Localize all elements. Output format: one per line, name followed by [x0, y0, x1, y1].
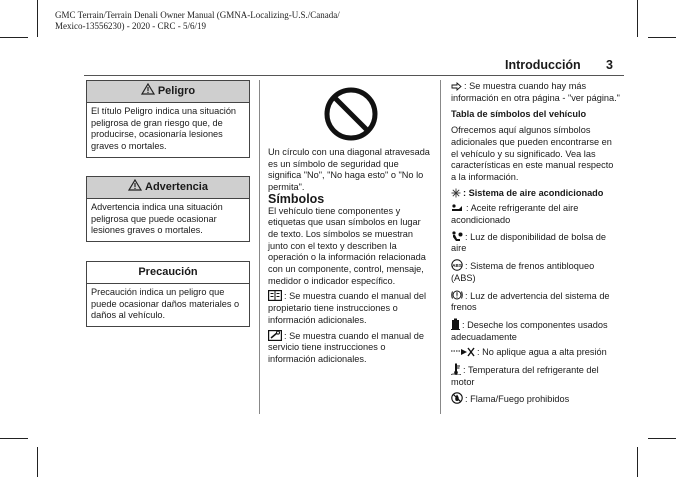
- column-divider: [259, 80, 260, 414]
- danger-body: El título Peligro indica una situación peligrosa de gran riesgo que, de producirse, ocasionaría lesiones graves o mortales.: [91, 106, 237, 152]
- danger-title: Peligro: [157, 85, 196, 97]
- no-flame-icon: [451, 392, 463, 404]
- symbol-text: : Flama/Fuego prohibidos: [465, 394, 570, 405]
- airbag-readiness-icon: [451, 231, 463, 242]
- symbol-entry: [451, 231, 621, 255]
- abs-icon: [451, 259, 463, 271]
- dispose-battery-icon: [451, 318, 460, 330]
- warning-triangle-icon: [141, 83, 155, 95]
- symbol-entry: [451, 318, 621, 343]
- manual-symbol-text: : Se muestra cuando el manual del propietario tiene instrucciones o información adicionales.: [268, 291, 426, 325]
- page-ref-text: : Se muestra cuando hay más información en otra página - "ver página.": [451, 81, 620, 103]
- caution-box-header: [87, 262, 249, 284]
- document-info-line: GMC Terrain/Terrain Denali Owner Manual (GMNA-Localizing-U.S./Canada/: [55, 10, 340, 20]
- warning-box: [86, 176, 250, 242]
- danger-box: [86, 80, 250, 158]
- document-info-line: Mexico-13556230) - 2020 - CRC - 5/6/19: [55, 21, 206, 31]
- symbol-table-intro: Ofrecemos aquí algunos símbolos adicionales que pueden encontrarse en el vehículo y su significado. Vea las características en este manual respecto a la información.: [451, 125, 614, 182]
- symbol-entry: [451, 203, 621, 226]
- crop-mark: [0, 438, 28, 439]
- symbols-heading: Símbolos: [268, 191, 325, 206]
- crop-mark: [37, 447, 38, 477]
- symbol-entry: [451, 363, 621, 388]
- warning-triangle-icon: [128, 179, 142, 191]
- page-ref-entry: [451, 81, 621, 104]
- service-symbol-text: : Se muestra cuando el manual de servicio tiene instrucciones o información adicionales.: [268, 330, 424, 364]
- symbol-entry: [451, 188, 621, 200]
- danger-box-header: [87, 81, 249, 103]
- crop-mark: [0, 37, 28, 38]
- symbol-text: : Aceite refrigerante del aire acondicionado: [451, 203, 579, 226]
- ac-snowflake-icon: [451, 188, 461, 198]
- symbols-intro: El vehículo tiene componentes y etiquetas que usan símbolos en lugar de texto. Los símbolos se muestran junto con el texto y describen la operación o la información relacionada con un componente, control, mensaje, medidor o indicador específico.: [268, 205, 426, 286]
- document-info: [55, 10, 340, 32]
- no-symbol-icon: [323, 86, 379, 142]
- svg-text:ABS: ABS: [452, 263, 462, 269]
- symbol-text: : Luz de disponibilidad de bolsa de aire: [451, 231, 606, 254]
- crop-mark: [648, 438, 676, 439]
- page-number: 3: [606, 58, 613, 72]
- warning-body: Advertencia indica una situación peligrosa que puede ocasionar lesiones graves o mortales.: [91, 202, 223, 236]
- symbol-table-heading: Tabla de símbolos del vehículo: [451, 109, 587, 120]
- warning-title: Advertencia: [145, 181, 208, 193]
- crop-mark: [637, 447, 638, 477]
- coolant-temperature-icon: [451, 363, 461, 375]
- owner-manual-icon: [268, 290, 282, 301]
- symbol-text: : No aplique agua a alta presión: [477, 347, 607, 358]
- section-title: Introducción: [505, 58, 581, 72]
- column-divider: [440, 80, 441, 414]
- symbol-text: : Temperatura del refrigerante del motor: [451, 365, 599, 387]
- service-symbol-entry: [268, 330, 433, 366]
- manual-symbol-entry: [268, 290, 433, 326]
- symbol-entry: [451, 392, 621, 406]
- caution-box: [86, 261, 250, 327]
- symbol-entry: [451, 289, 621, 314]
- warning-box-header: [87, 177, 249, 199]
- ac-refrigerant-oil-icon: [451, 203, 464, 213]
- crop-mark: [648, 37, 676, 38]
- caution-title: Precaución: [138, 266, 198, 278]
- header-rule: [84, 75, 624, 76]
- crop-mark: [637, 0, 638, 37]
- symbol-entry: [451, 347, 621, 359]
- no-water-pressure-icon: [451, 347, 475, 357]
- crop-mark: [37, 0, 38, 37]
- symbol-text: : Sistema de frenos antibloqueo (ABS): [451, 261, 595, 283]
- caution-body: Precaución indica un peligro que puede ocasionar daños materiales o daños al vehículo.: [91, 287, 240, 321]
- brake-warning-icon: [451, 289, 463, 301]
- service-manual-icon: [268, 330, 282, 341]
- no-symbol-caption: Un círculo con una diagonal atravesada es un símbolo de seguridad que significa "No", "No haga esto" o "No lo permita".: [268, 147, 430, 193]
- symbol-text: : Luz de advertencia del sistema de frenos: [451, 290, 610, 313]
- page-reference-arrow-icon: [451, 82, 462, 91]
- symbol-text: : Deseche los componentes usados adecuadamente: [451, 319, 608, 342]
- right-column: [451, 81, 621, 410]
- symbol-entry: [451, 259, 621, 284]
- symbol-text: : Sistema de aire acondicionado: [463, 187, 604, 198]
- middle-column: [268, 147, 433, 366]
